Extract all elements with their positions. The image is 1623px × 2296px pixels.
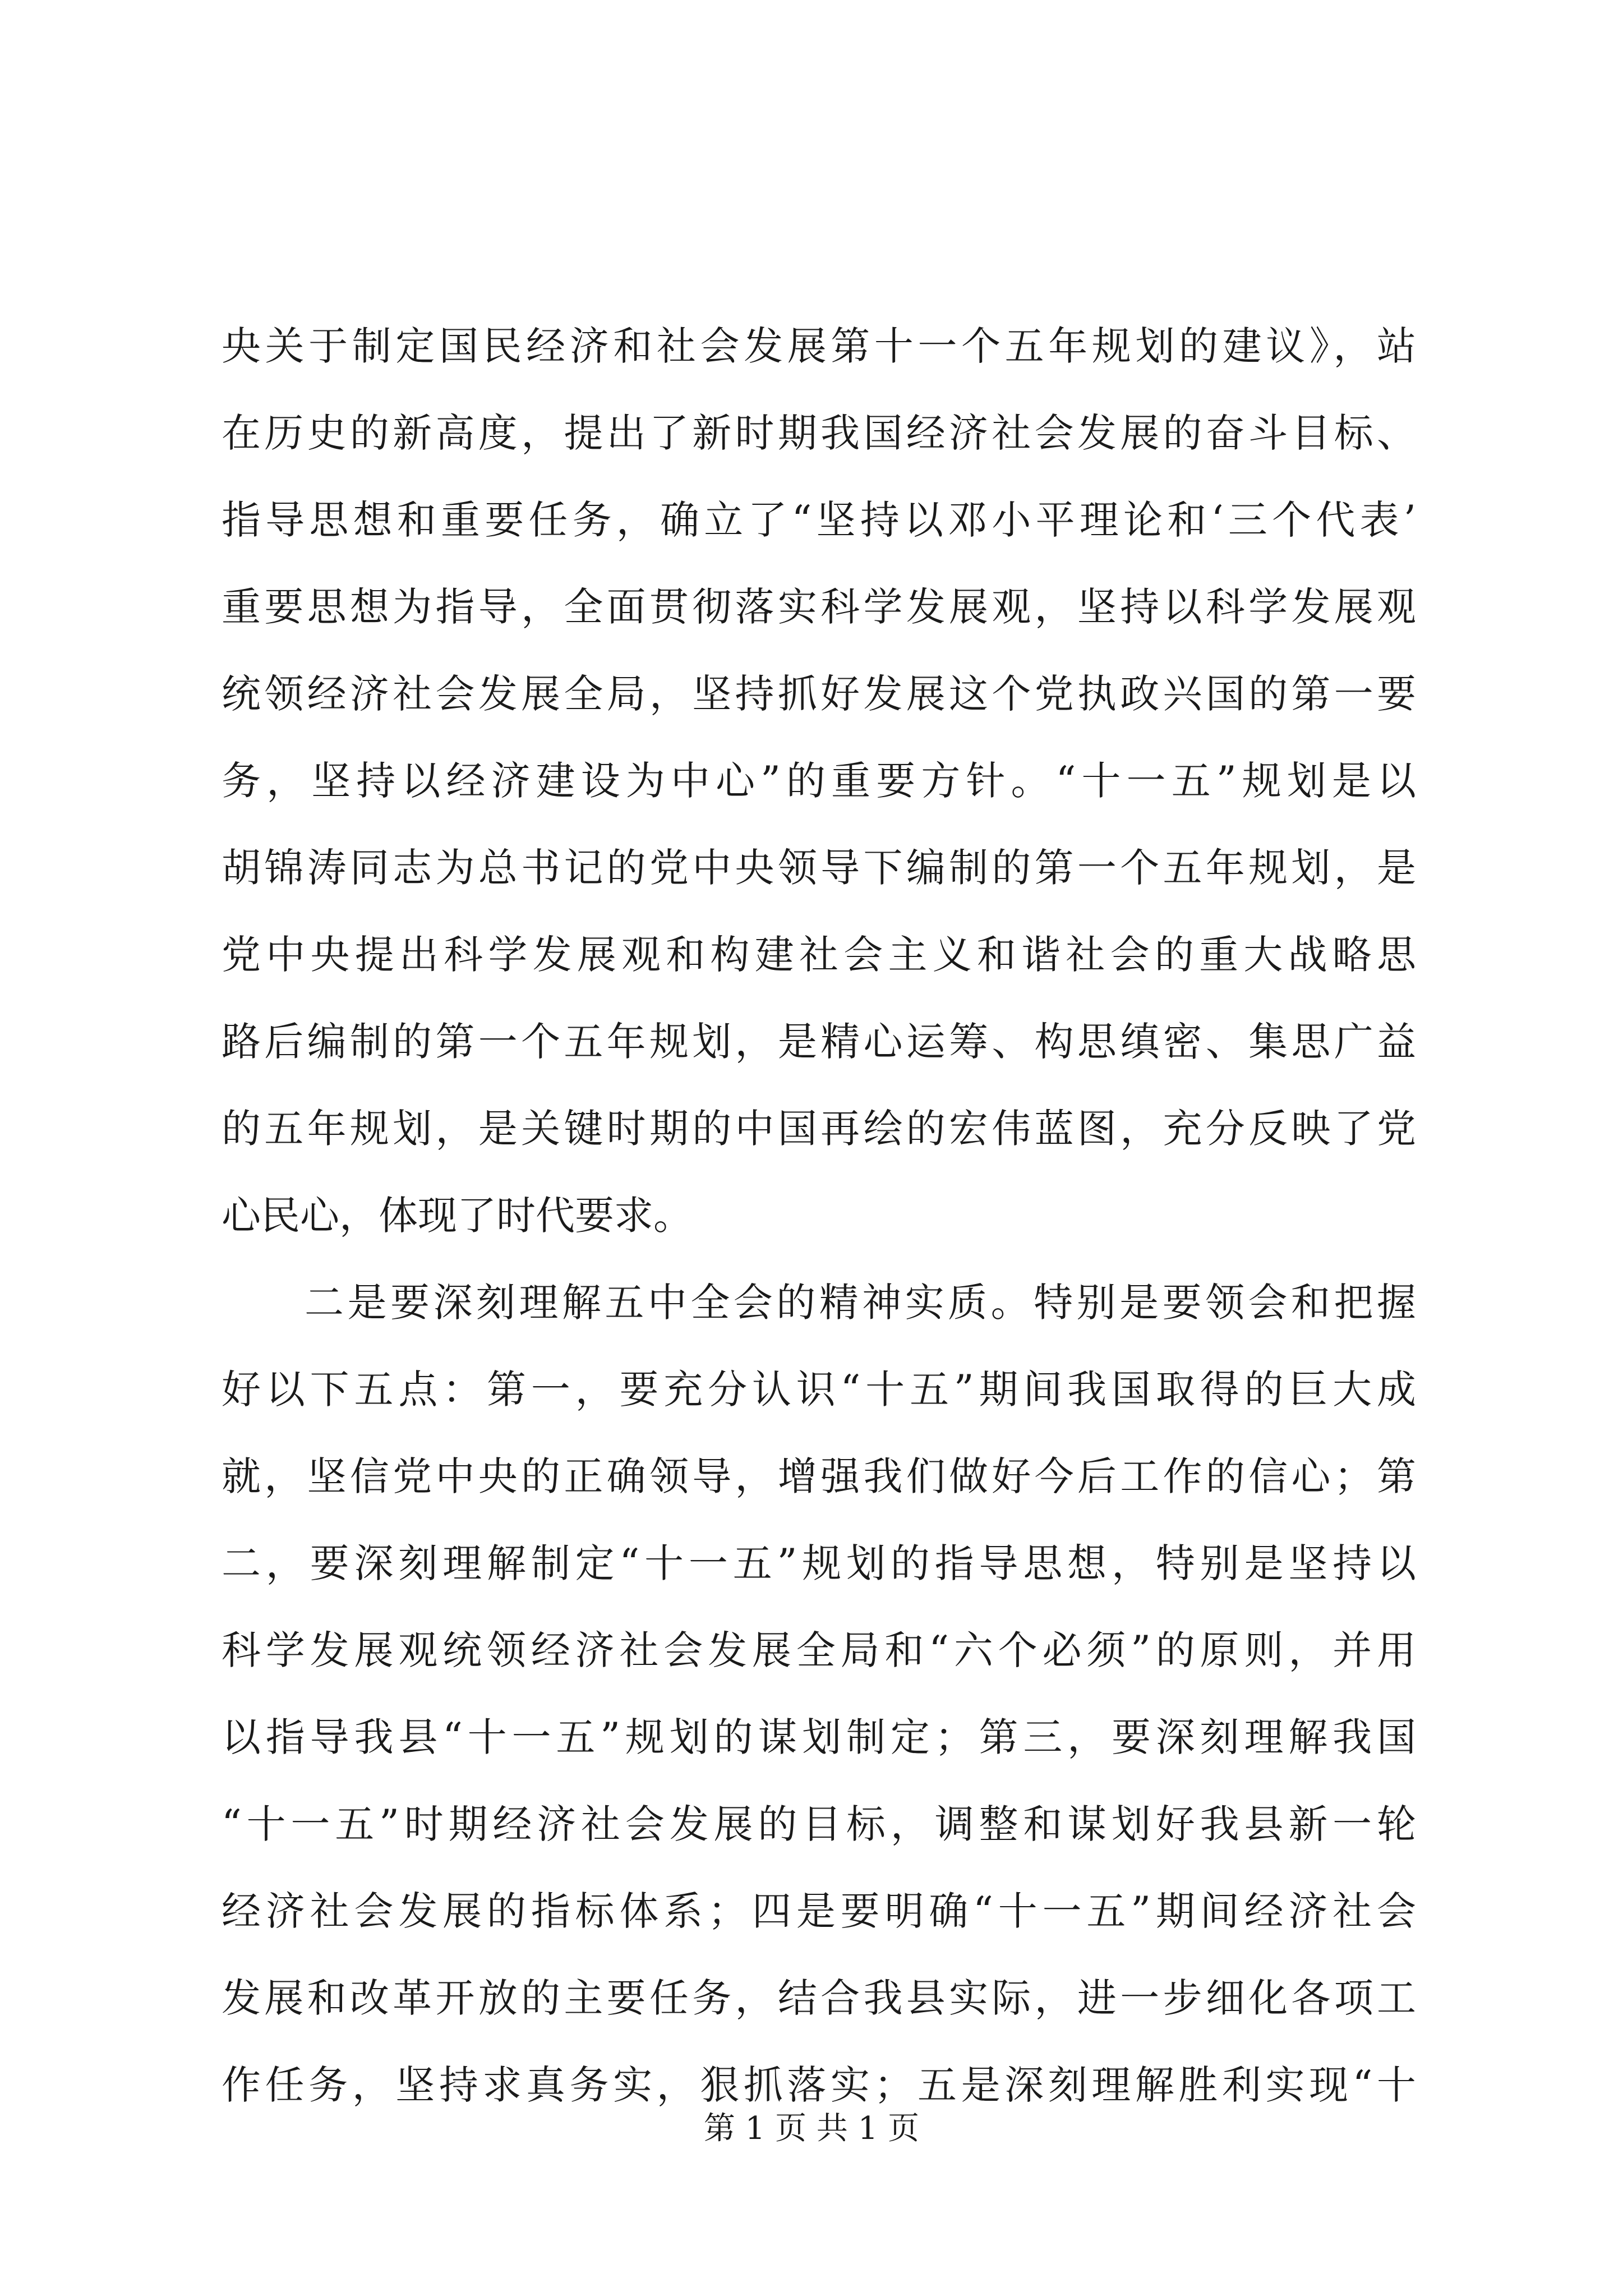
text-line: 党中央提出科学发展观和构建社会主义和谐社会的重大战略思: [222, 932, 1416, 978]
page-footer: [0, 2106, 1623, 2151]
text-line: 科学发展观统领经济社会发展全局和“六个必须”的原则，并用: [222, 1627, 1416, 1673]
text-line: 重要思想为指导，全面贯彻落实科学发展观，坚持以科学发展观: [222, 584, 1416, 630]
text-line: 作任务，坚持求真务实，狠抓落实；五是深刻理解胜利实现“十: [222, 2062, 1416, 2108]
text-line: 二，要深刻理解制定“十一五”规划的指导思想，特别是坚持以: [222, 1540, 1416, 1586]
body-text: [222, 303, 1416, 2129]
text-line: 路后编制的第一个五年规划，是精心运筹、构思缜密、集思广益: [222, 1019, 1416, 1065]
paragraph-end-line: 心民心，体现了时代要求。: [222, 1193, 693, 1239]
text-line: 就，坚信党中央的正确领导，增强我们做好今后工作的信心；第: [222, 1453, 1416, 1499]
text-line: 指导思想和重要任务，确立了“坚持以邓小平理论和‘三个代表’: [222, 497, 1416, 543]
text-line: 的五年规划，是关键时期的中国再绘的宏伟蓝图，充分反映了党: [222, 1106, 1416, 1152]
text-line: 统领经济社会发展全局，坚持抓好发展这个党执政兴国的第一要: [222, 671, 1416, 717]
paragraph-start-line: 二是要深刻理解五中全会的精神实质。特别是要领会和把握: [305, 1280, 1416, 1326]
text-line: 经济社会发展的指标体系；四是要明确“十一五”期间经济社会: [222, 1888, 1416, 1934]
text-line: 好以下五点：第一，要充分认识“十五”期间我国取得的巨大成: [222, 1366, 1416, 1412]
text-line: 在历史的新高度，提出了新时期我国经济社会发展的奋斗目标、: [222, 410, 1416, 456]
text-line: “十一五”时期经济社会发展的目标，调整和谋划好我县新一轮: [222, 1801, 1416, 1847]
text-line: 以指导我县“十一五”规划的谋划制定；第三，要深刻理解我国: [222, 1714, 1416, 1760]
text-line: 央关于制定国民经济和社会发展第十一个五年规划的建议》，站: [222, 323, 1416, 369]
page-number-label: 第 1 页 共 1 页: [703, 2110, 920, 2147]
text-line: 务，坚持以经济建设为中心”的重要方针。“十一五”规划是以: [222, 758, 1416, 804]
text-line: 胡锦涛同志为总书记的党中央领导下编制的第一个五年规划，是: [222, 845, 1416, 891]
text-line: 发展和改革开放的主要任务，结合我县实际，进一步细化各项工: [222, 1975, 1416, 2021]
